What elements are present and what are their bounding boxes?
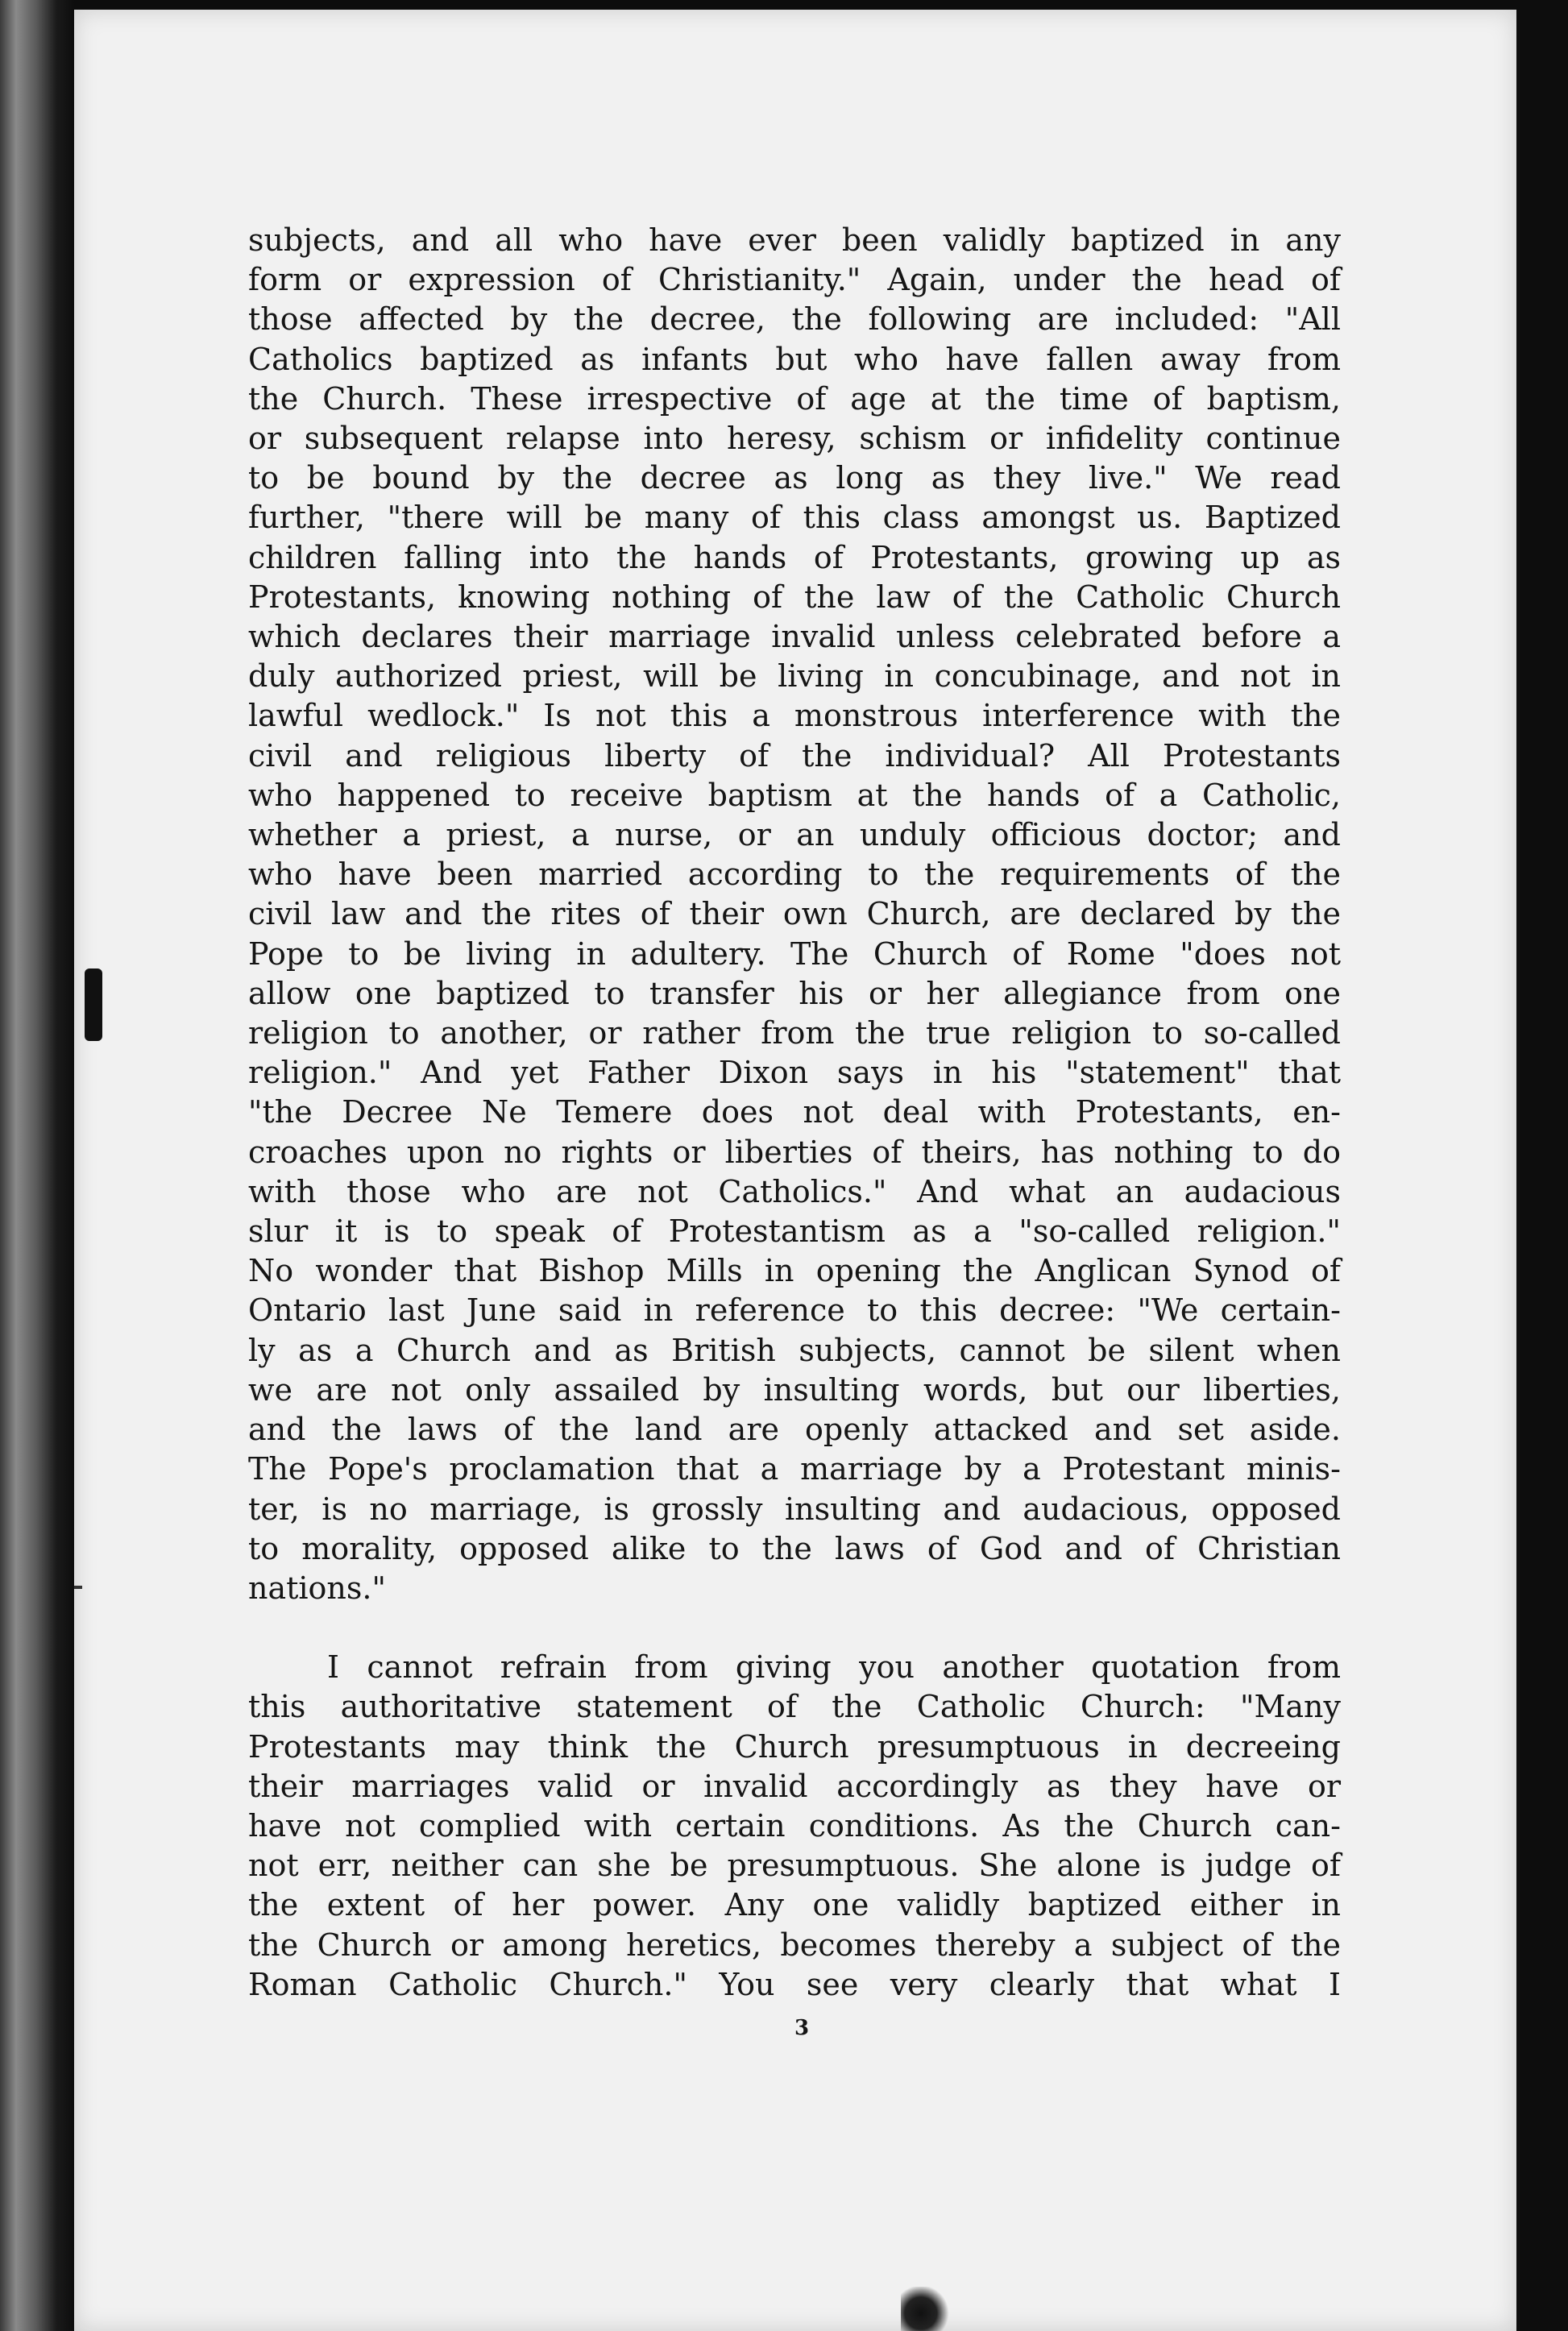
text-line: ly as a Church and as British subjects, cannot be silent when [248, 1332, 1341, 1368]
text-line: which declares their marriage invalid unless celebrated before a [248, 619, 1341, 655]
text-line: we are not only assailed by insulting words, but our liberties, [248, 1371, 1341, 1408]
text-line: slur it is to speak of Protestantism as a "so-called religion." [248, 1213, 1341, 1250]
text-line: and the laws of the land are openly attacked and set aside. [248, 1412, 1341, 1448]
text-line: Pope to be living in adultery. The Church of Rome "does not [248, 935, 1341, 972]
text-line: I cannot refrain from giving you another quotation from [327, 1649, 1341, 1686]
text-line: who have been married according to the requirements of the [248, 856, 1341, 893]
margin-tick-mark [74, 1586, 82, 1589]
text-line: Ontario last June said in reference to this decree: "We certain- [248, 1292, 1341, 1329]
text-line: the extent of her power. Any one validly baptized either in [248, 1887, 1341, 1923]
text-line: Protestants may think the Church presumptuous in decreeing [248, 1728, 1341, 1765]
margin-ink-mark [85, 968, 102, 1041]
text-line: form or expression of Christianity." Again, under the head of [248, 262, 1341, 298]
text-line: the Church or among heretics, becomes thereby a subject of the [248, 1927, 1341, 1963]
text-line: those affected by the decree, the following are included: "All [248, 301, 1341, 338]
text-line: civil and religious liberty of the individual? All Protestants [248, 737, 1341, 774]
text-line: Roman Catholic Church." You see very clearly that what I [248, 1966, 1341, 2002]
page-right-border [1516, 10, 1568, 2331]
text-line: this authoritative statement of the Catholic Church: "Many [248, 1689, 1341, 1725]
text-line: Catholics baptized as infants but who have fallen away from [248, 341, 1341, 377]
text-line: with those who are not Catholics." And what an audacious [248, 1173, 1341, 1209]
body-text [248, 221, 1341, 2005]
text-line: not err, neither can she be presumptuous. She alone is judge of [248, 1848, 1341, 1884]
text-line: to morality, opposed alike to the laws of God and of Christian [248, 1530, 1341, 1566]
text-line: their marriages valid or invalid accordingly as they have or [248, 1768, 1341, 1804]
text-line: Protestants, knowing nothing of the law of the Catholic Church [248, 579, 1341, 615]
text-line: No wonder that Bishop Mills in opening the Anglican Synod of [248, 1253, 1341, 1289]
text-line: civil law and the rites of their own Church, are declared by the [248, 896, 1341, 932]
text-line: religion." And yet Father Dixon says in his "statement" that [248, 1055, 1341, 1091]
text-line: allow one baptized to transfer his or her allegiance from one [248, 975, 1341, 1011]
text-line: children falling into the hands of Protestants, growing up as [248, 539, 1341, 575]
paragraph-gap [248, 1608, 1341, 1648]
text-line: or subsequent relapse into heresy, schism or infidelity continue [248, 421, 1341, 457]
bottom-ink-smudge [901, 2287, 951, 2331]
text-line: croaches upon no rights or liberties of theirs, has nothing to do [248, 1134, 1341, 1170]
text-line: nations." [248, 1570, 386, 1606]
text-line: religion to another, or rather from the true religion to so-called [248, 1015, 1341, 1051]
text-line: further, "there will be many of this class amongst us. Baptized [248, 500, 1341, 536]
text-line: the Church. These irrespective of age at the time of baptism, [248, 380, 1341, 417]
text-line: lawful wedlock." Is not this a monstrous interference with the [248, 698, 1341, 734]
text-line: whether a priest, a nurse, or an unduly officious doctor; and [248, 817, 1341, 853]
text-line: who happened to receive baptism at the hands of a Catholic, [248, 777, 1341, 813]
text-line: "the Decree Ne Temere does not deal with Protestants, en- [248, 1094, 1341, 1130]
text-line: have not complied with certain conditions. As the Church can- [248, 1807, 1341, 1844]
text-line: duly authorized priest, will be living in concubinage, and not in [248, 658, 1341, 695]
binding-edge [0, 0, 74, 2331]
text-line: to be bound by the decree as long as they live." We read [248, 460, 1341, 496]
text-line: ter, is no marriage, is grossly insulting and audacious, opposed [248, 1491, 1341, 1527]
text-line: The Pope's proclamation that a marriage by a Protestant minis- [248, 1451, 1341, 1487]
text-line: subjects, and all who have ever been validly baptized in any [248, 222, 1341, 258]
page-number: 3 [794, 2016, 810, 2040]
